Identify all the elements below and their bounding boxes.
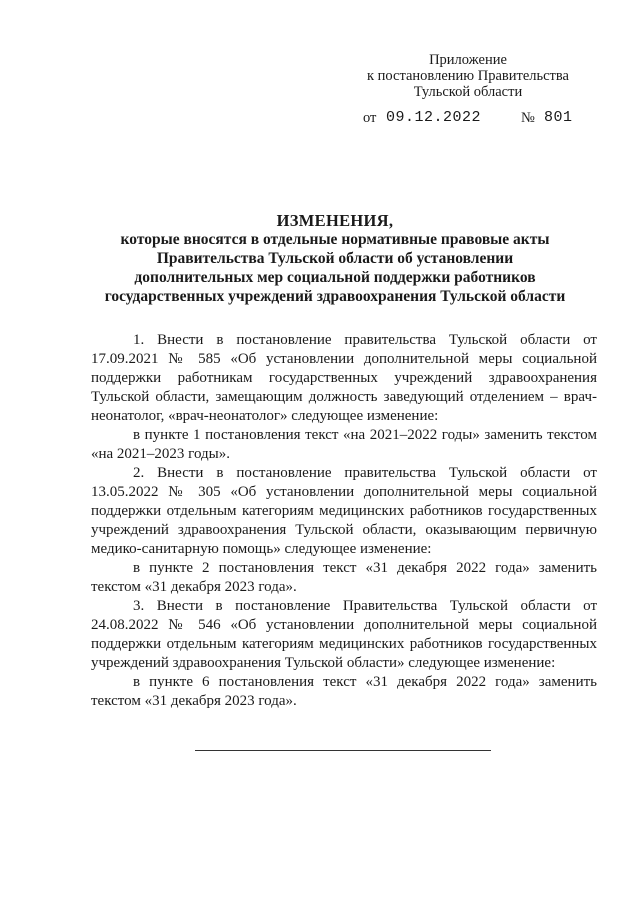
document-number: 801 xyxy=(544,109,573,126)
document-body xyxy=(91,331,597,711)
title-heading: ИЗМЕНЕНИЯ, xyxy=(276,211,394,230)
appendix-line: Тульской области xyxy=(413,84,523,100)
closing-divider xyxy=(195,750,491,751)
paragraph-item-2: 2. Внести в постановление правительства Тульской области от 13.05.2022 № 305 «Об установлении дополнительной меры социальной поддержки отдельным категориям медицинских работников государственных учреждений здравоохранения Тульской области, оказывающим первичную медико-санитарную помощь» следующее изменение: xyxy=(91,465,597,557)
paragraph-change-3: в пункте 6 постановления текст «31 декабря 2022 года» заменить текстом «31 декабря 2023 года». xyxy=(91,674,597,709)
appendix-header xyxy=(355,52,581,100)
title-line: Правительства Тульской области об установлении xyxy=(156,250,514,267)
paragraph-item-3: 3. Внести в постановление Правительства Тульской области от 24.08.2022 № 546 «Об установлении дополнительной меры социальной поддержки отдельным категориям медицинских работников государственных учреждений здравоохранения Тульской области» следующее изменение: xyxy=(91,598,597,671)
paragraph-change-2: в пункте 2 постановления текст «31 декабря 2022 года» заменить текстом «31 декабря 2023 года». xyxy=(91,560,597,595)
appendix-line: Приложение xyxy=(429,52,507,68)
date-prefix: от xyxy=(363,110,377,126)
title-line: дополнительных мер социальной поддержки работников xyxy=(134,269,536,286)
paragraph-item-1: 1. Внести в постановление правительства Тульской области от 17.09.2021 № 585 «Об установлении дополнительной меры социальной поддержки работникам государственных учреждений здравоохранения Тульской области, замещающим должность заведующий отделением – врач-неонатолог, «врач-неонатолог» следующее изменение: xyxy=(91,332,597,424)
number-prefix: № xyxy=(521,110,535,126)
document-title xyxy=(95,211,575,306)
title-line: которые вносятся в отдельные нормативные правовые акты xyxy=(120,231,550,248)
paragraph-change-1: в пункте 1 постановления текст «на 2021–2022 годы» заменить текстом «на 2021–2023 годы». xyxy=(91,427,597,462)
title-line: государственных учреждений здравоохранения Тульской области xyxy=(104,288,566,305)
document-date: 09.12.2022 xyxy=(386,109,482,126)
appendix-line: к постановлению Правительства xyxy=(367,68,569,84)
